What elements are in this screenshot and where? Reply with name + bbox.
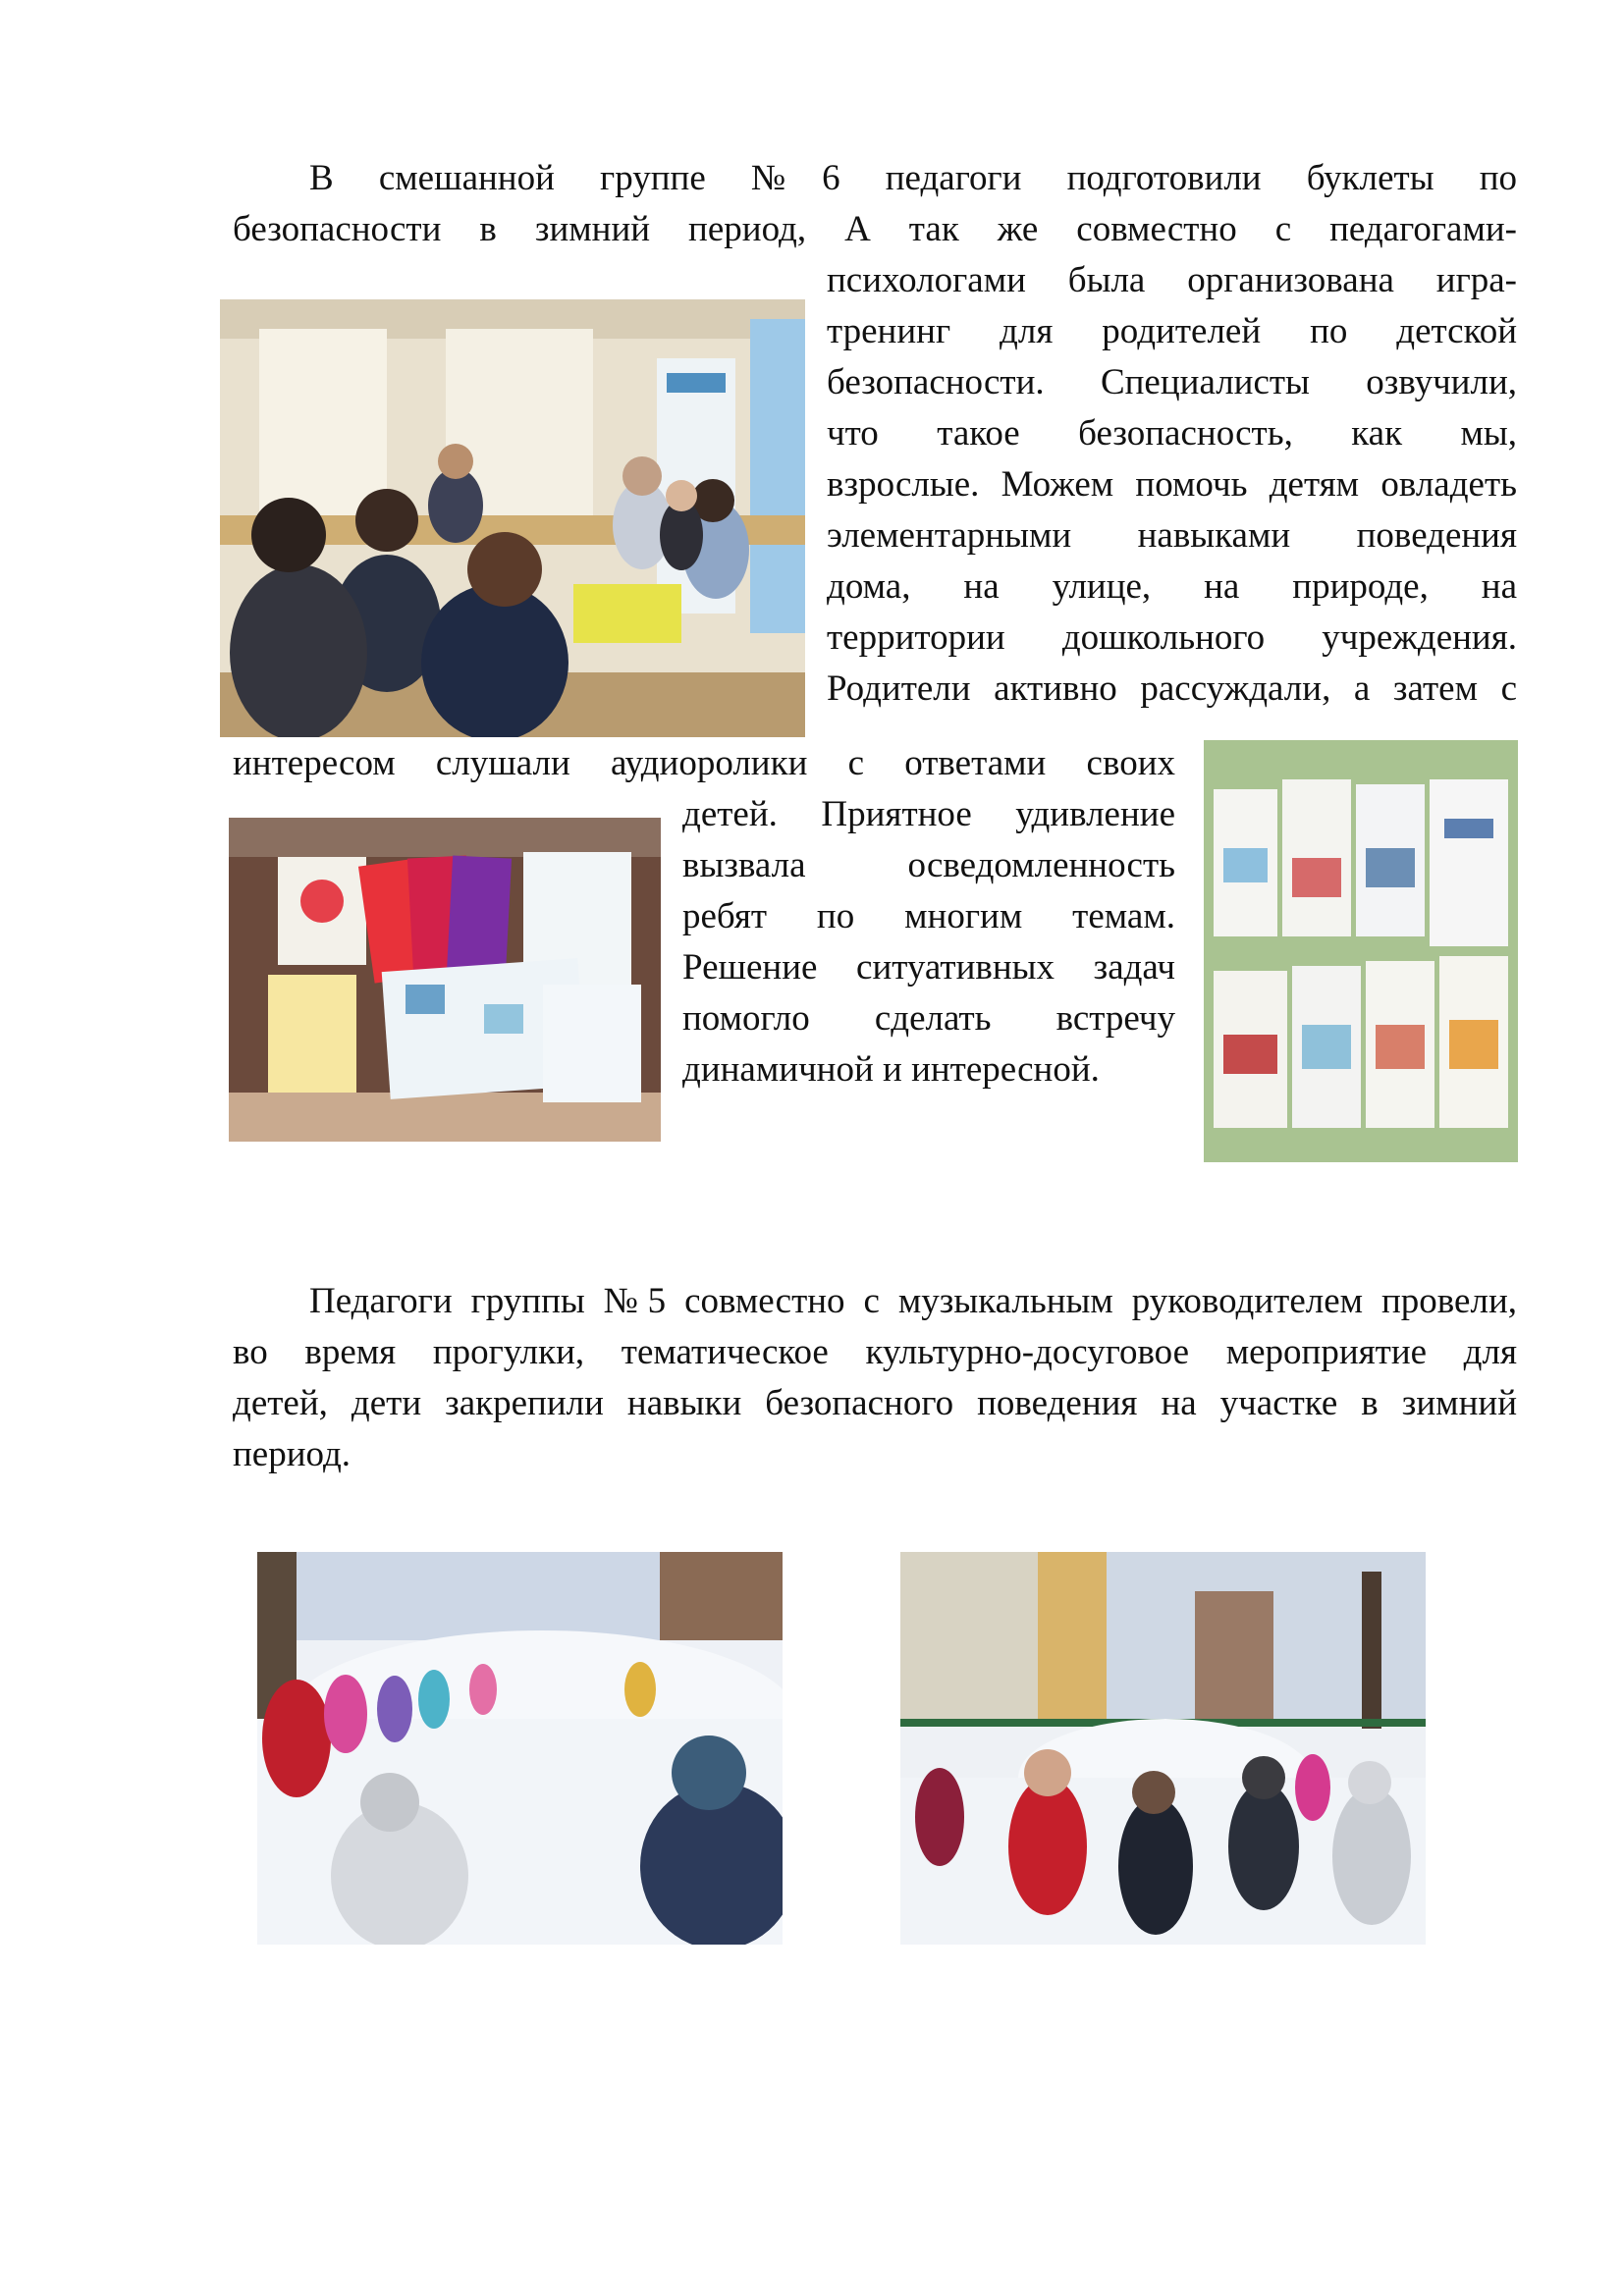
photo-children-snow-hill bbox=[257, 1552, 783, 1945]
photo-booklets-grid bbox=[1204, 740, 1518, 1162]
text-line: территории дошкольного учреждения. bbox=[827, 617, 1517, 658]
text-line: элементарными навыками поведения bbox=[827, 515, 1517, 556]
text-line: период. bbox=[233, 1434, 352, 1474]
text-line: Решение ситуативных задач bbox=[682, 947, 1175, 988]
text-line: взрослые. Можем помочь детям овладеть bbox=[827, 464, 1517, 505]
text-line: интересом слушали аудиоролики с ответами своих bbox=[233, 743, 1175, 783]
text-line: Родители активно рассуждали, а затем с bbox=[827, 668, 1517, 709]
text-line: динамичной и интересной. bbox=[682, 1049, 1100, 1090]
text-line: детей, дети закрепили навыки безопасного поведения на участке в зимний bbox=[233, 1383, 1517, 1423]
text-line: безопасности в зимний период, А так же совместно с педагогами- bbox=[233, 209, 1517, 249]
text-line: безопасности. Специалисты озвучили, bbox=[827, 362, 1517, 402]
text-line: ребят по многим темам. bbox=[682, 896, 1175, 936]
text-line: вызвала осведомленность bbox=[682, 845, 1175, 885]
text-line: дома, на улице, на природе, на bbox=[827, 566, 1517, 607]
text-line: во время прогулки, тематическое культурно-досуговое мероприятие для bbox=[233, 1332, 1517, 1372]
text-line: что такое безопасность, как мы, bbox=[827, 413, 1517, 454]
text-line: психологами была организована игра- bbox=[827, 260, 1517, 300]
text-line: помогло сделать встречу bbox=[682, 998, 1175, 1039]
photo-parents-meeting bbox=[220, 299, 805, 737]
text-line: тренинг для родителей по детской bbox=[827, 311, 1517, 351]
text-line: детей. Приятное удивление bbox=[682, 794, 1175, 834]
photo-booklets-on-table bbox=[229, 818, 661, 1142]
text-line: Педагоги группы №5 совместно с музыкальным руководителем провели, bbox=[309, 1281, 1517, 1321]
text-line: В смешанной группе №6 педагоги подготовили буклеты по bbox=[309, 158, 1517, 198]
photo-children-round-dance bbox=[900, 1552, 1426, 1945]
